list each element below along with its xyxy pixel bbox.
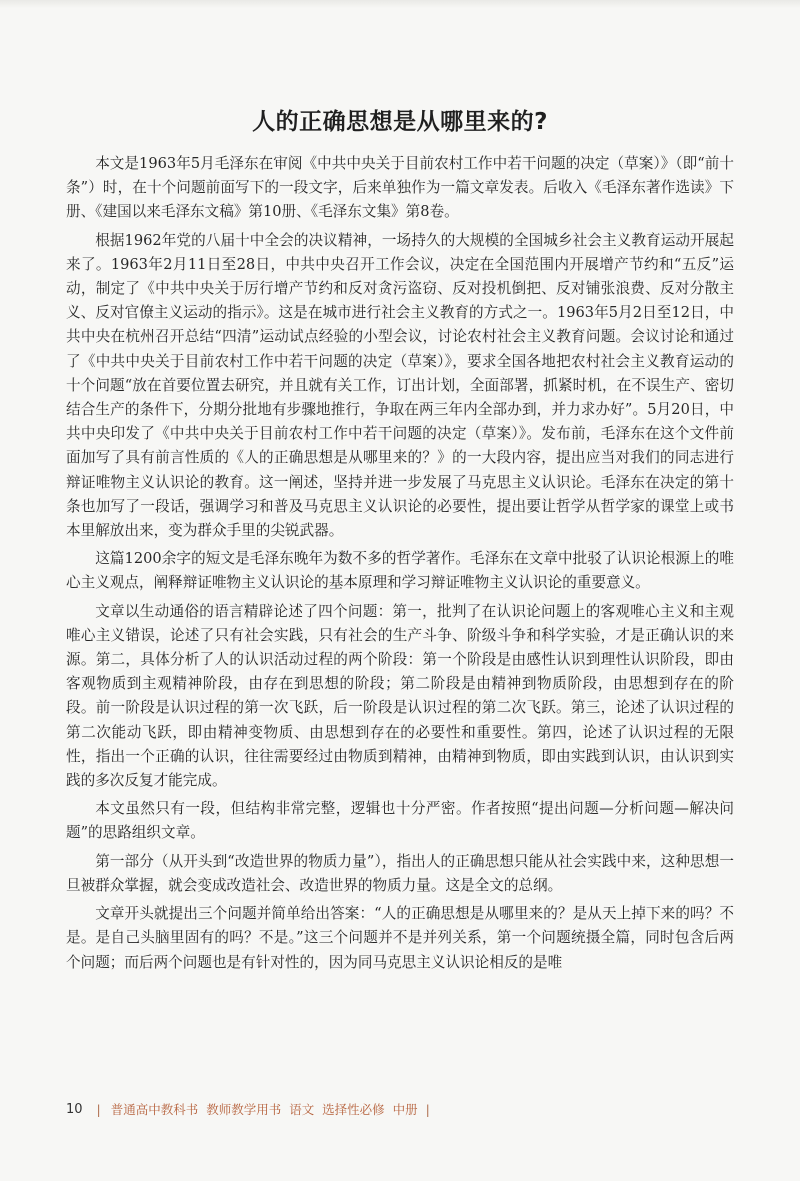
paragraph-6: 第一部分（从开头到“改造世界的物质力量”），指出人的正确思想只能从社会实践中来，这种思想一旦被群众掌握，就会变成改造社会、改造世界的物质力量。这是全文的总纲。 [66, 852, 734, 894]
page-number: 10 [66, 1101, 83, 1117]
article-body [66, 152, 734, 979]
footer-volume: 中册 [392, 1102, 418, 1117]
paragraph-5: 本文虽然只有一段，但结构非常完整，逻辑也十分严密。作者按照“提出问题—分析问题—解决问题”的思路组织文章。 [66, 800, 734, 842]
page-footer [66, 1100, 734, 1118]
page-title: 人的正确思想是从哪里来的? [252, 109, 548, 135]
footer-guide: 教师教学用书 [206, 1102, 282, 1117]
paragraph-3: 这篇1200余字的短文是毛泽东晚年为数不多的哲学著作。毛泽东在文章中批驳了认识论根源上的唯心主义观点，阐释辩证唯物主义认识论的基本原理和学习辩证唯物主义认识论的重要意义。 [66, 550, 734, 592]
footer-book: 普通高中教科书 [110, 1102, 199, 1117]
footer-course: 选择性必修 [322, 1102, 385, 1117]
footer-subject: 语文 [289, 1102, 315, 1117]
paragraph-1: 本文是1963年5月毛泽东在审阅《中共中央关于目前农村工作中若干问题的决定（草案）》（即“前十条”）时，在十个问题前面写下的一段文字，后来单独作为一篇文章发表。后收入《毛泽东著作选读》下册、《建国以来毛泽东文稿》第10册、《毛泽东文集》第8卷。 [66, 155, 734, 221]
page-top-edge [0, 0, 800, 8]
paragraph-2: 根据1962年党的八届十中全会的决议精神，一场持久的大规模的全国城乡社会主义教育运动开展起来了。1963年2月11日至28日，中共中央召开工作会议，决定在全国范围内开展增产节约和“五反”运动，制定了《中共中央关于厉行增产节约和反对贪污盗窃、反对投机倒把、反对铺张浪费、反对分散主义、反对官僚主义运动的指示》。这是在城市进行社会主义教育的方式之一。1963年5月2日至12日，中共中央在杭州召开总结“四清”运动试点经验的小型会议，讨论农村社会主义教育问题。会议讨论和通过了《中共中央关于目前农村工作中若干问题的决定（草案）》，要求全国各地把农村社会主义教育运动的十个问题“放在首要位置去研究，并且就有关工作，订出计划，全面部署，抓紧时机，在不误生产、密切结合生产的条件下，分期分批地有步骤地推行，争取在两三年内全部办到，并力求办好”。5月20日，中共中央印发了《中共中央关于目前农村工作中若干问题的决定（草案）》。发布前，毛泽东在这个文件前面加写了具有前言性质的《人的正确思想是从哪里来的？》的一大段内容，提出应当对我们的同志进行辩证唯物主义认识论的教育。这一阐述，坚持并进一步发展了马克思主义认识论。毛泽东在决定的第十条也加写了一段话，强调学习和普及马克思主义认识论的必要性，提出要让哲学从哲学家的课堂上或书本里解放出来，变为群众手里的尖锐武器。 [66, 231, 734, 540]
footer-separator: | [96, 1101, 101, 1117]
paragraph-7: 文章开头就提出三个问题并简单给出答案：“人的正确思想是从哪里来的？是从天上掉下来的吗？不是。是自己头脑里固有的吗？不是。”这三个问题并不是并列关系，第一个问题统摄全篇，同时包含后两个问题；而后两个问题也是有针对性的，因为同马克思主义认识论相反的是唯 [66, 905, 734, 971]
footer-separator-end: | [425, 1101, 430, 1117]
paragraph-4: 文章以生动通俗的语言精辟论述了四个问题：第一，批判了在认识论问题上的客观唯心主义和主观唯心主义错误，论述了只有社会实践，只有社会的生产斗争、阶级斗争和科学实验，才是正确认识的来源。第二，具体分析了人的认识活动过程的两个阶段：第一个阶段是由感性认识到理性认识阶段，即由客观物质到主观精神阶段，由存在到思想的阶段；第二阶段是由精神到物质阶段，由思想到存在的阶段。前一阶段是认识过程的第一次飞跃，后一阶段是认识过程的第二次飞跃。第三，论述了认识过程的第二次能动飞跃，即由精神变物质、由思想到存在的必要性和重要性。第四，论述了认识过程的无限性，指出一个正确的认识，往往需要经过由物质到精神，由精神到物质，即由实践到认识，由认识到实践的多次反复才能完成。 [66, 602, 734, 790]
